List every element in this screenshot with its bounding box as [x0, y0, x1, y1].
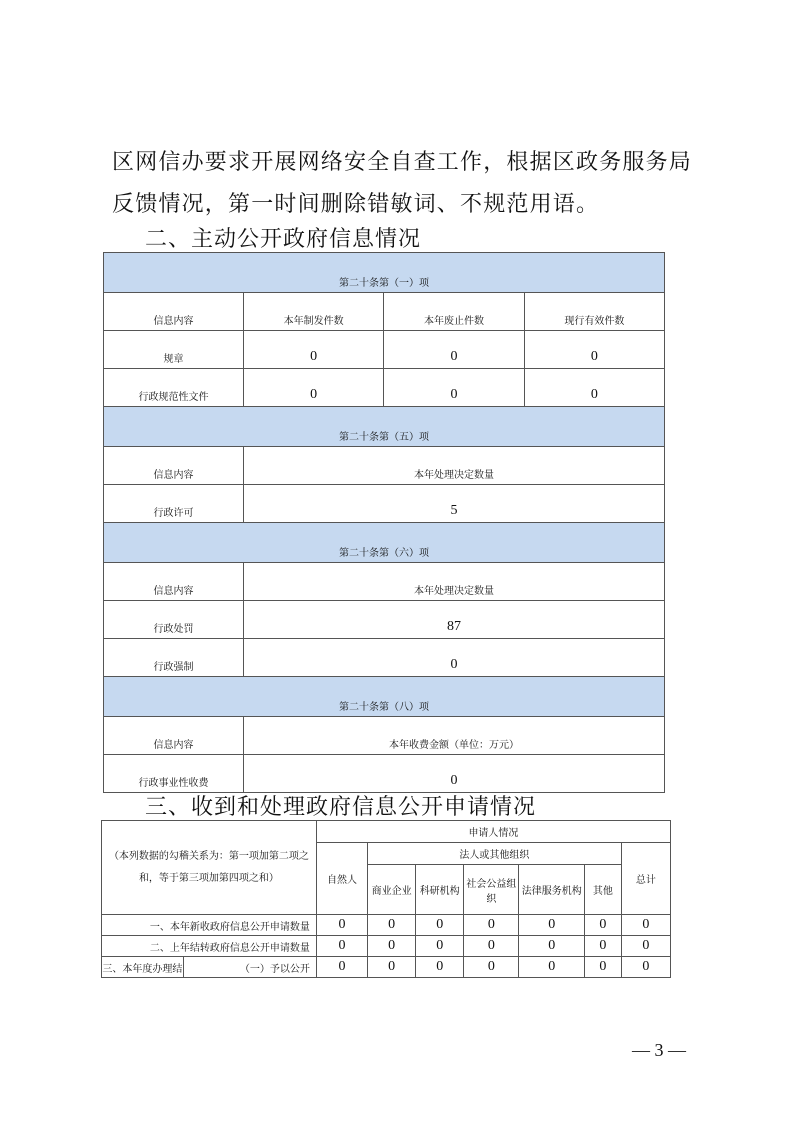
value-cell: 0	[416, 957, 464, 978]
section3-title: 三、收到和处理政府信息公开申请情况	[145, 795, 537, 820]
table-row	[104, 601, 665, 639]
section-title: 第二十条第（五）项	[104, 407, 665, 447]
value-cell: 0	[368, 957, 416, 978]
table-row	[104, 755, 665, 793]
value-cell: 0	[384, 331, 524, 369]
value-cell: 0	[464, 957, 519, 978]
row-label: （一）予以公开	[183, 957, 316, 978]
header-cell: 信息内容	[104, 717, 244, 755]
row-label-group: 三、本年度办理结	[102, 957, 184, 978]
header-cell: 本年收费金额（单位：万元）	[244, 717, 665, 755]
value-cell: 0	[524, 369, 664, 407]
value-cell: 0	[244, 369, 384, 407]
row-label: 规章	[104, 331, 244, 369]
value-cell: 0	[524, 331, 664, 369]
org-col-header: 商业企业	[368, 865, 416, 915]
value-cell: 0	[621, 957, 670, 978]
section-title: 第二十条第（六）项	[104, 523, 665, 563]
value-cell: 0	[584, 915, 621, 936]
table-row	[102, 957, 671, 978]
value-cell: 0	[316, 957, 367, 978]
table-row	[102, 936, 671, 957]
org-col-header: 科研机构	[416, 865, 464, 915]
section-title: 第二十条第（一）项	[104, 253, 665, 293]
header-cell: 现行有效件数	[524, 293, 664, 331]
header-cell: 本年处理决定数量	[244, 563, 665, 601]
header-cell: 信息内容	[104, 563, 244, 601]
row-label: 行政强制	[104, 639, 244, 677]
value-cell: 0	[316, 936, 367, 957]
org-col-header: 其他	[584, 865, 621, 915]
value-cell: 0	[519, 957, 584, 978]
value-cell: 0	[519, 915, 584, 936]
value-cell: 87	[244, 601, 665, 639]
value-cell: 0	[519, 936, 584, 957]
row-label: 行政规范性文件	[104, 369, 244, 407]
value-cell: 0	[244, 755, 665, 793]
section2-title: 二、主动公开政府信息情况	[145, 227, 422, 252]
disclosure-request-table	[101, 820, 671, 978]
table-row	[102, 915, 671, 936]
value-cell: 0	[384, 369, 524, 407]
natural-person-header: 自然人	[316, 843, 367, 915]
header-cell: 本年处理决定数量	[244, 447, 665, 485]
table-row	[104, 331, 665, 369]
value-cell: 0	[244, 639, 665, 677]
value-cell: 0	[464, 936, 519, 957]
row-label: 行政许可	[104, 485, 244, 523]
value-cell: 0	[368, 915, 416, 936]
value-cell: 0	[464, 915, 519, 936]
table-row	[104, 485, 665, 523]
header-cell: 信息内容	[104, 293, 244, 331]
org-col-header: 社会公益组织	[464, 865, 519, 915]
legal-group-header: 法人或其他组织	[368, 843, 622, 865]
org-col-header: 法律服务机构	[519, 865, 584, 915]
row-label: 一、本年新收政府信息公开申请数量	[102, 915, 317, 936]
row-label: 行政事业性收费	[104, 755, 244, 793]
balance-note: （本列数据的勾稽关系为：第一项加第二项之和，等于第三项加第四项之和）	[102, 821, 317, 915]
header-cell: 本年废止件数	[384, 293, 524, 331]
value-cell: 0	[584, 936, 621, 957]
value-cell: 0	[316, 915, 367, 936]
table-row	[104, 369, 665, 407]
total-header: 总计	[621, 843, 670, 915]
value-cell: 0	[416, 936, 464, 957]
row-label: 行政处罚	[104, 601, 244, 639]
value-cell: 0	[244, 331, 384, 369]
applicant-header: 申请人情况	[316, 821, 670, 843]
value-cell: 0	[368, 936, 416, 957]
value-cell: 0	[416, 915, 464, 936]
table-row	[104, 639, 665, 677]
header-cell: 信息内容	[104, 447, 244, 485]
proactive-disclosure-table	[103, 252, 665, 793]
page-number: — 3 —	[632, 1040, 686, 1060]
row-label: 二、上年结转政府信息公开申请数量	[102, 936, 317, 957]
value-cell: 0	[621, 915, 670, 936]
section-title: 第二十条第（八）项	[104, 677, 665, 717]
value-cell: 0	[621, 936, 670, 957]
value-cell: 0	[584, 957, 621, 978]
header-cell: 本年制发件数	[244, 293, 384, 331]
intro-paragraph: 区网信办要求开展网络安全自查工作，根据区政务服务局反馈情况，第一时间删除错敏词、不规范用语。	[112, 150, 693, 217]
value-cell: 5	[244, 485, 665, 523]
